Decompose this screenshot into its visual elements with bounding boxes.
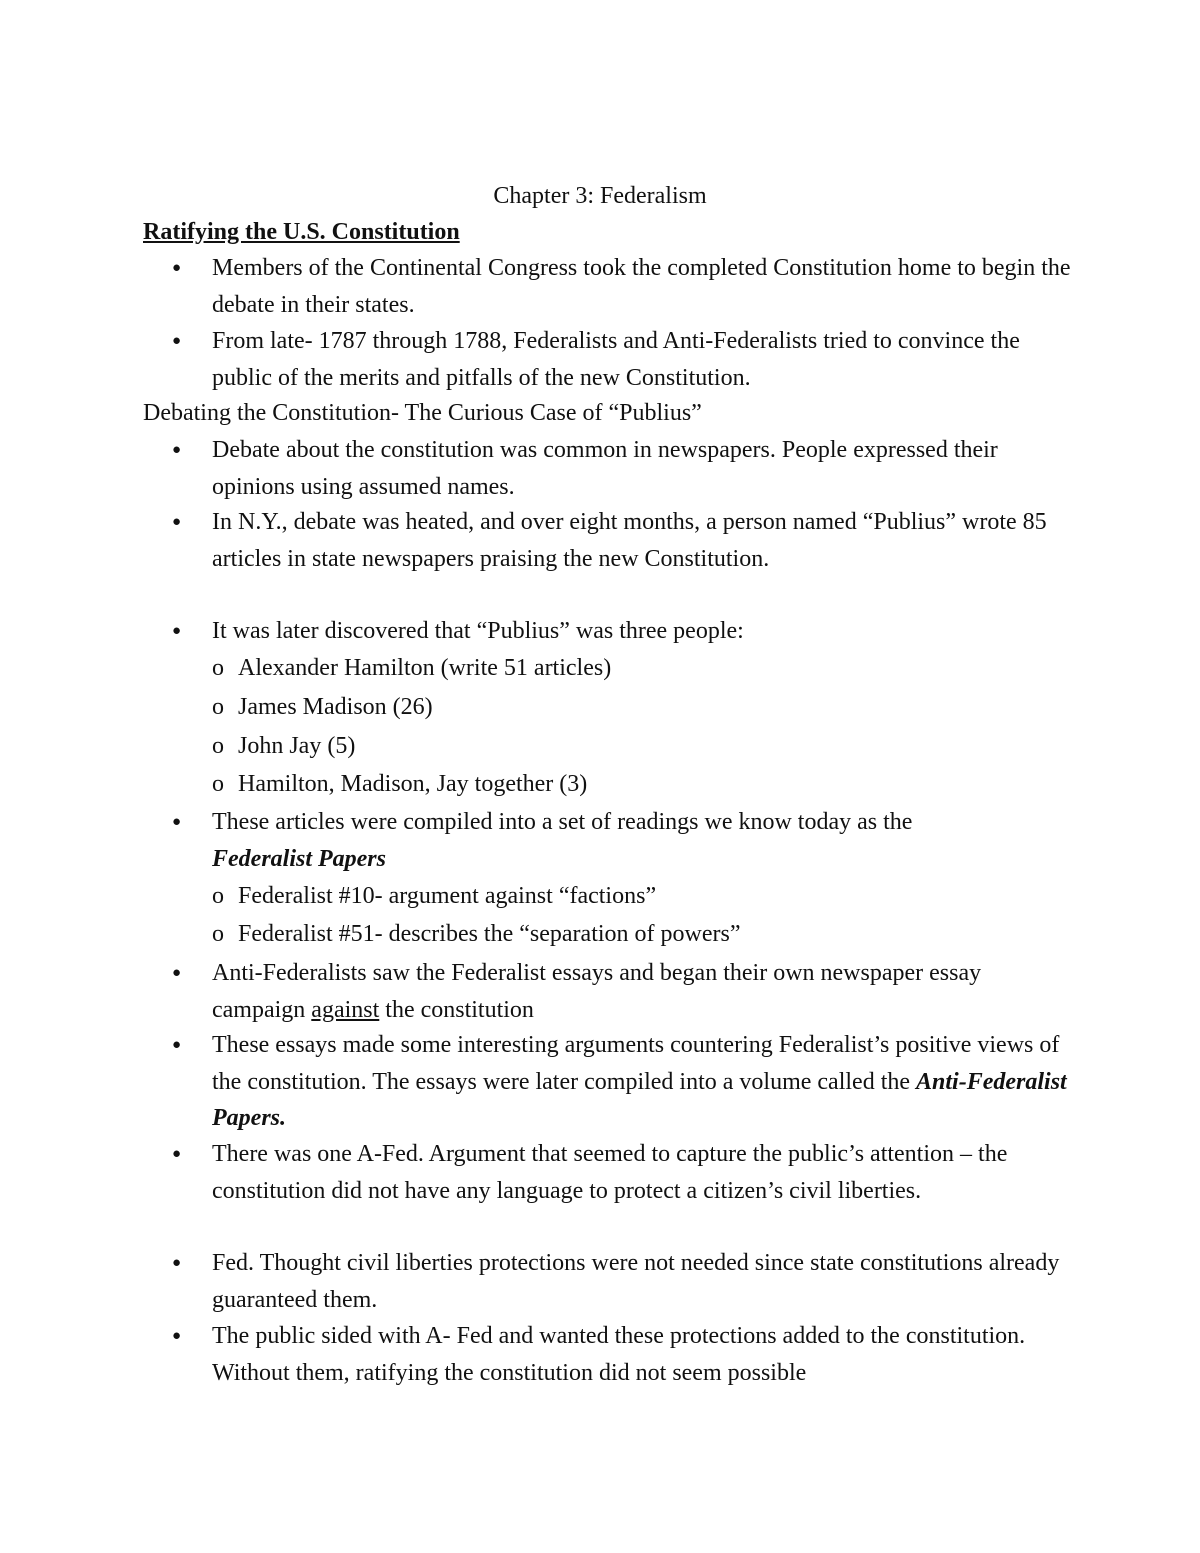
bullet-icon: ●	[172, 1255, 182, 1271]
document-page: Chapter 3: Federalism Ratifying the U.S. Constitution ● Members of the Continental Congress took the completed Constitution home to begin the debate in their states. ● From late- 1787 through 1788, Federalists and Anti-Federalists tried to convince the public of the merits and pitfalls of the new Constitution. Debating the Constitution- The Curious Case of “Publius” ● Debate about the constitution was common in newspapers. People expressed their opinions using assumed names. ● In N.Y., debate was heated, and over eight months, a person named “Publius” wrote 85 articles in state newspapers praising the new Constitution. ● It was later discovered that “Publius” was three people: o Alexander Hamilton (write 51 articles) o James Madison (26) o John Jay (5) o Hamilton, Madison, Jay together (3) ● These articles were compiled into a set of readings we know today as the Federalist Papers o Federalist #10- argument against “factions” o Federalist #51- describes the “separation of powers” ● Anti-Federalists saw the Federalist essays and began their own newspaper essay campaign against the constitution ● These essays made some interesting arguments countering Federalist’s positive views of the constitution. The essays were later compiled into a volume called the Anti-Federalist Papers. ● There was one A-Fed. Argument that seemed to capture the public’s attention – the constitution did not have any language to protect a citizen’s civil liberties. ● Fed. Thought civil liberties protections were not needed since state constitutions already guaranteed them. ● The public sided with A- Fed and wanted these protections added to the constitution. Without them, ratifying the constitution did not seem possible	[0, 0, 1200, 1553]
bullet-icon: ●	[172, 965, 182, 981]
bullet-icon: ●	[172, 1328, 182, 1344]
circle-bullet-icon: o	[212, 883, 224, 909]
sub-list-item: o Hamilton, Madison, Jay together (3)	[212, 765, 1012, 803]
section-heading-ratifying: Ratifying the U.S. Constitution	[143, 219, 460, 245]
sub-list-item: o James Madison (26)	[212, 688, 1012, 726]
federalist-papers-title: Federalist Papers	[212, 845, 386, 872]
page-title: Chapter 3: Federalism	[493, 183, 707, 209]
circle-bullet-icon: o	[212, 655, 224, 681]
sub-list-item: o Alexander Hamilton (write 51 articles)	[212, 649, 1012, 687]
bullet-icon: ●	[172, 814, 182, 830]
sub-list-item: o Federalist #51- describes the “separation of powers”	[212, 915, 1012, 953]
sub-list-item: o Federalist #10- argument against “factions”	[212, 877, 1012, 915]
bullet-icon: ●	[172, 1037, 182, 1053]
bullet-icon: ●	[172, 333, 182, 349]
section-heading-debating: Debating the Constitution- The Curious Case of “Publius”	[143, 400, 702, 426]
bullet-icon: ●	[172, 1146, 182, 1162]
anti-federalist-papers-title: Anti-Federalist Papers.	[212, 1068, 1067, 1131]
circle-bullet-icon: o	[212, 771, 224, 797]
bullet-icon: ●	[172, 442, 182, 458]
circle-bullet-icon: o	[212, 921, 224, 947]
circle-bullet-icon: o	[212, 694, 224, 720]
emphasis-against: against	[311, 996, 380, 1023]
bullet-icon: ●	[172, 514, 182, 530]
sub-list-item: o John Jay (5)	[212, 727, 1012, 765]
circle-bullet-icon: o	[212, 733, 224, 759]
bullet-icon: ●	[172, 623, 182, 639]
bullet-icon: ●	[172, 260, 182, 276]
